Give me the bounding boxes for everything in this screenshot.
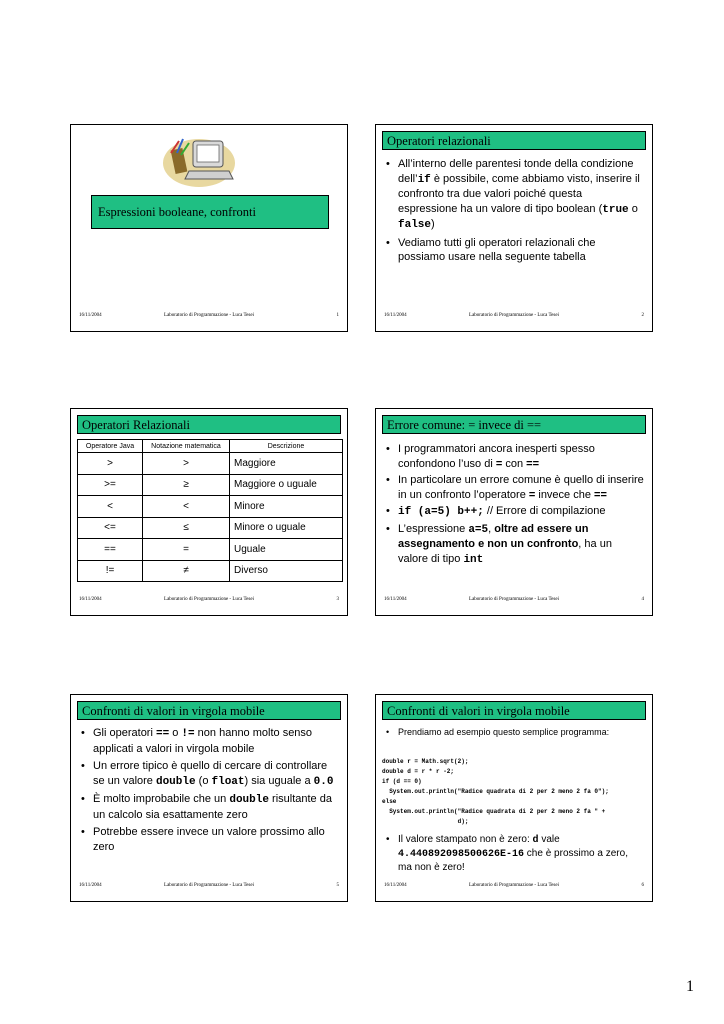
column-header: Operatore Java [78, 440, 143, 453]
bullet-item: • Il valore stampato non è zero: d vale 4.440892098500626E-16 che è prossimo a zero, ma non è zero! [386, 833, 644, 874]
slide-4-title: Errore comune: = invece di == [382, 415, 646, 434]
footer-date: 16/11/2004 [79, 313, 102, 318]
operator-description: Uguale [230, 539, 343, 561]
footer-course: Laboratorio di Programmazione - Luca Tesei [164, 313, 254, 318]
footer-date: 16/11/2004 [384, 313, 407, 318]
code-line: double d = r * r -2; [382, 768, 455, 775]
math-notation: ≠ [143, 560, 230, 582]
slide-3 [70, 408, 348, 616]
slide-footer [382, 313, 646, 323]
slide-5 [70, 694, 348, 902]
slide-footer [77, 883, 341, 893]
footer-date: 16/11/2004 [79, 597, 102, 602]
footer-course: Laboratorio di Programmazione - Luca Tesei [164, 883, 254, 888]
table-row [78, 539, 343, 561]
slide-6-result [386, 833, 644, 874]
java-operator: >= [78, 474, 143, 496]
bullet-item: • In particolare un errore comune è quello di inserire in un confronto l’operatore = invece che == [386, 473, 644, 502]
table-header-row [78, 440, 343, 453]
math-notation: ≤ [143, 517, 230, 539]
computer-clipart-icon [159, 131, 239, 191]
slide-5-bullets [81, 726, 339, 855]
java-operator: != [78, 560, 143, 582]
math-notation: = [143, 539, 230, 561]
slide-number: 4 [641, 597, 644, 602]
slide-4 [375, 408, 653, 616]
code-line: System.out.println("Radice quadrata di 2 per 2 meno 2 fa " + [382, 808, 606, 815]
code-line: System.out.println("Radice quadrata di 2 per 2 meno 2 fa 0"); [382, 788, 609, 795]
code-line: if (d == 0) [382, 778, 422, 785]
slide-1 [70, 124, 348, 332]
bullet-item: • Un errore tipico è quello di cercare di controllare se un valore double (o float) sia uguale a 0.0 [81, 759, 339, 790]
footer-course: Laboratorio di Programmazione - Luca Tesei [469, 597, 559, 602]
slide-footer [77, 313, 341, 323]
slide-footer [77, 597, 341, 607]
code-line: else [382, 798, 397, 805]
slide-6-title: Confronti di valori in virgola mobile [382, 701, 646, 720]
bullet-item: • Vediamo tutti gli operatori relazionali che possiamo usare nella seguente tabella [386, 236, 644, 265]
footer-course: Laboratorio di Programmazione - Luca Tesei [469, 313, 559, 318]
operator-description: Minore o uguale [230, 517, 343, 539]
slide-number: 6 [641, 883, 644, 888]
slide-2-title: Operatori relazionali [382, 131, 646, 150]
footer-date: 16/11/2004 [384, 597, 407, 602]
math-notation: > [143, 453, 230, 475]
slide-5-title: Confronti di valori in virgola mobile [77, 701, 341, 720]
table-row [78, 517, 343, 539]
table-row [78, 474, 343, 496]
slide-3-title: Operatori Relazionali [77, 415, 341, 434]
math-notation: ≥ [143, 474, 230, 496]
slide-number: 3 [336, 597, 339, 602]
code-block [382, 757, 609, 827]
column-header: Descrizione [230, 440, 343, 453]
operator-description: Maggiore o uguale [230, 474, 343, 496]
slide-6 [375, 694, 653, 902]
operator-description: Diverso [230, 560, 343, 582]
slide-2 [375, 124, 653, 332]
math-notation: < [143, 496, 230, 518]
bullet-item: • All’interno delle parentesi tonde della condizione dell’if è possibile, come abbiamo visto, inserire il confronto tra due valori poiché questa espressione ha un valore di tipo boolean (true o false) [386, 157, 644, 233]
java-operator: > [78, 453, 143, 475]
footer-course: Laboratorio di Programmazione - Luca Tesei [469, 883, 559, 888]
operators-table [77, 439, 343, 582]
java-operator: < [78, 496, 143, 518]
bullet-item: • Gli operatori == o != non hanno molto senso applicati a valori in virgola mobile [81, 726, 339, 757]
operator-description: Maggiore [230, 453, 343, 475]
slide-number: 1 [336, 313, 339, 318]
page-number: 1 [686, 978, 694, 995]
bullet-item: • if (a=5) b++; // Errore di compilazione [386, 504, 644, 520]
slide-footer [382, 597, 646, 607]
slide-1-title: Espressioni booleane, confronti [91, 195, 329, 229]
operator-description: Minore [230, 496, 343, 518]
code-line: d); [382, 818, 469, 825]
column-header: Notazione matematica [143, 440, 230, 453]
slide-number: 5 [336, 883, 339, 888]
slide-2-bullets [386, 157, 644, 265]
footer-course: Laboratorio di Programmazione - Luca Tesei [164, 597, 254, 602]
bullet-item: • È molto improbabile che un double risultante da un calcolo sia esattamente zero [81, 792, 339, 823]
bullet-item: • I programmatori ancora inesperti spesso confondono l’uso di = con == [386, 442, 644, 471]
bullet-item: • Prendiamo ad esempio questo semplice programma: [386, 726, 644, 738]
bullet-item: • L’espressione a=5, oltre ad essere un assegnamento e non un confronto, ha un valore di tipo int [386, 522, 644, 568]
java-operator: == [78, 539, 143, 561]
bullet-item: • Potrebbe essere invece un valore prossimo allo zero [81, 825, 339, 855]
slide-number: 2 [641, 313, 644, 318]
table-row [78, 453, 343, 475]
slide-footer [382, 883, 646, 893]
code-line: double r = Math.sqrt(2); [382, 758, 469, 765]
java-operator: <= [78, 517, 143, 539]
table-row [78, 560, 343, 582]
table-row [78, 496, 343, 518]
footer-date: 16/11/2004 [384, 883, 407, 888]
slide-4-bullets [386, 442, 644, 567]
footer-date: 16/11/2004 [79, 883, 102, 888]
slide-6-intro [386, 726, 644, 738]
